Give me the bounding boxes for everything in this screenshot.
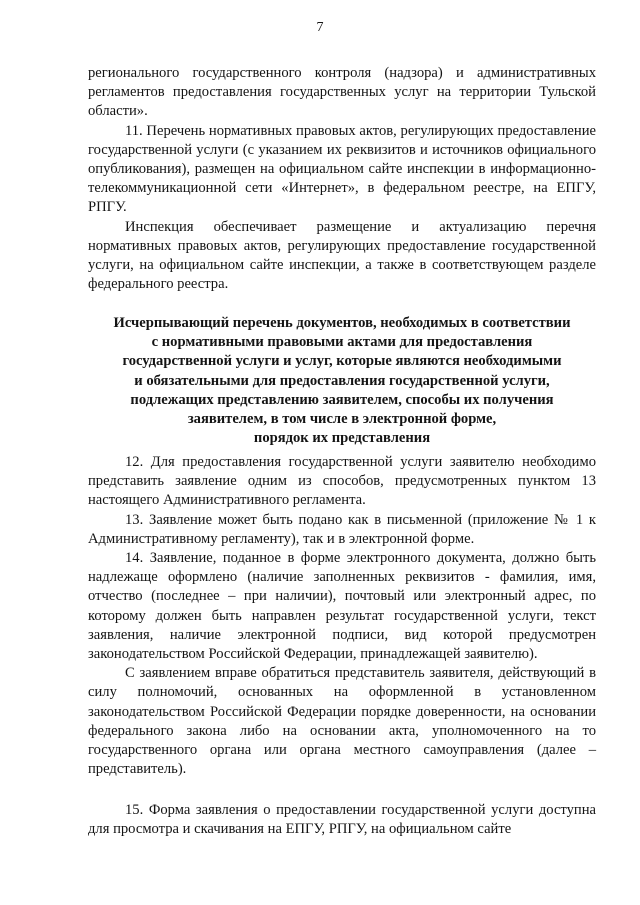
paragraph-11-continued: Инспекция обеспечивает размещение и актуализацию перечня нормативных правовых актов, регулирующих предоставление государственной услуги, на официальном сайте инспекции, а также в соответствующем разделе федерального реестра. — [88, 218, 596, 293]
paragraph-14: 14. Заявление, поданное в форме электронного документа, должно быть надлежаще оформлено (наличие заполненных реквизитов - фамилия, имя, отчество (последнее – при наличии), почтовый или электронный адрес, по которому должен быть направлен результат государственной услуги, текст заявления, наличие электронной подписи, вид которой предусмотрен законодательством Российской Федерации, принадлежащей заявителю). — [88, 550, 596, 663]
heading-line: Исчерпывающий перечень документов, необходимых в соответствии — [113, 315, 571, 331]
section-heading — [88, 314, 596, 448]
continuation-paragraph: регионального государственного контроля (надзора) и административных регламентов предоставления государственных услуг на территории Тульской области». — [88, 65, 596, 120]
paragraph-12: 12. Для предоставления государственной услуги заявителю необходимо представить заявление одним из способов, предусмотренных пунктом 13 настоящего Административного регламента. — [88, 454, 596, 509]
heading-line: порядок их представления — [253, 430, 431, 447]
heading-line: заявителем, в том числе в электронной форме, — [187, 411, 497, 428]
heading-line: и обязательными для предоставления государственной услуги, — [134, 372, 550, 389]
section-body — [88, 453, 596, 779]
paragraph-15: 15. Форма заявления о предоставлении государственной услуги доступна для просмотра и скачивания на ЕПГУ, РПГУ, на официальном сайте — [88, 802, 596, 838]
intro-block — [88, 64, 596, 294]
heading-line: подлежащих представлению заявителем, способы их получения — [130, 391, 554, 408]
paragraph-14-representative: С заявлением вправе обратиться представитель заявителя, действующий в силу полномочий, основанных на оформленной в установленном законодательством Российской Федерации порядке доверенности, на основании федерального закона либо на основании акта, уполномоченного на то государственного органа или органа местного самоуправления (далее – представитель). — [88, 665, 596, 778]
page-number: 7 — [316, 20, 324, 35]
paragraph-13: 13. Заявление может быть подано как в письменной (приложение № 1 к Административному регламенту), так и в электронной форме. — [88, 511, 596, 547]
paragraph-11: 11. Перечень нормативных правовых актов, регулирующих предоставление государственной услуги (с указанием их реквизитов и источников официального опубликования), размещен на официальном сайте инспекции в информационно-телекоммуникационной сети «Интернет», в федеральном реестре, на ЕПГУ, РПГУ. — [88, 122, 596, 216]
heading-line: с нормативными правовыми актами для предоставления — [151, 334, 533, 351]
heading-line: государственной услуги и услуг, которые являются необходимыми — [122, 353, 562, 370]
tail-block — [88, 801, 596, 839]
